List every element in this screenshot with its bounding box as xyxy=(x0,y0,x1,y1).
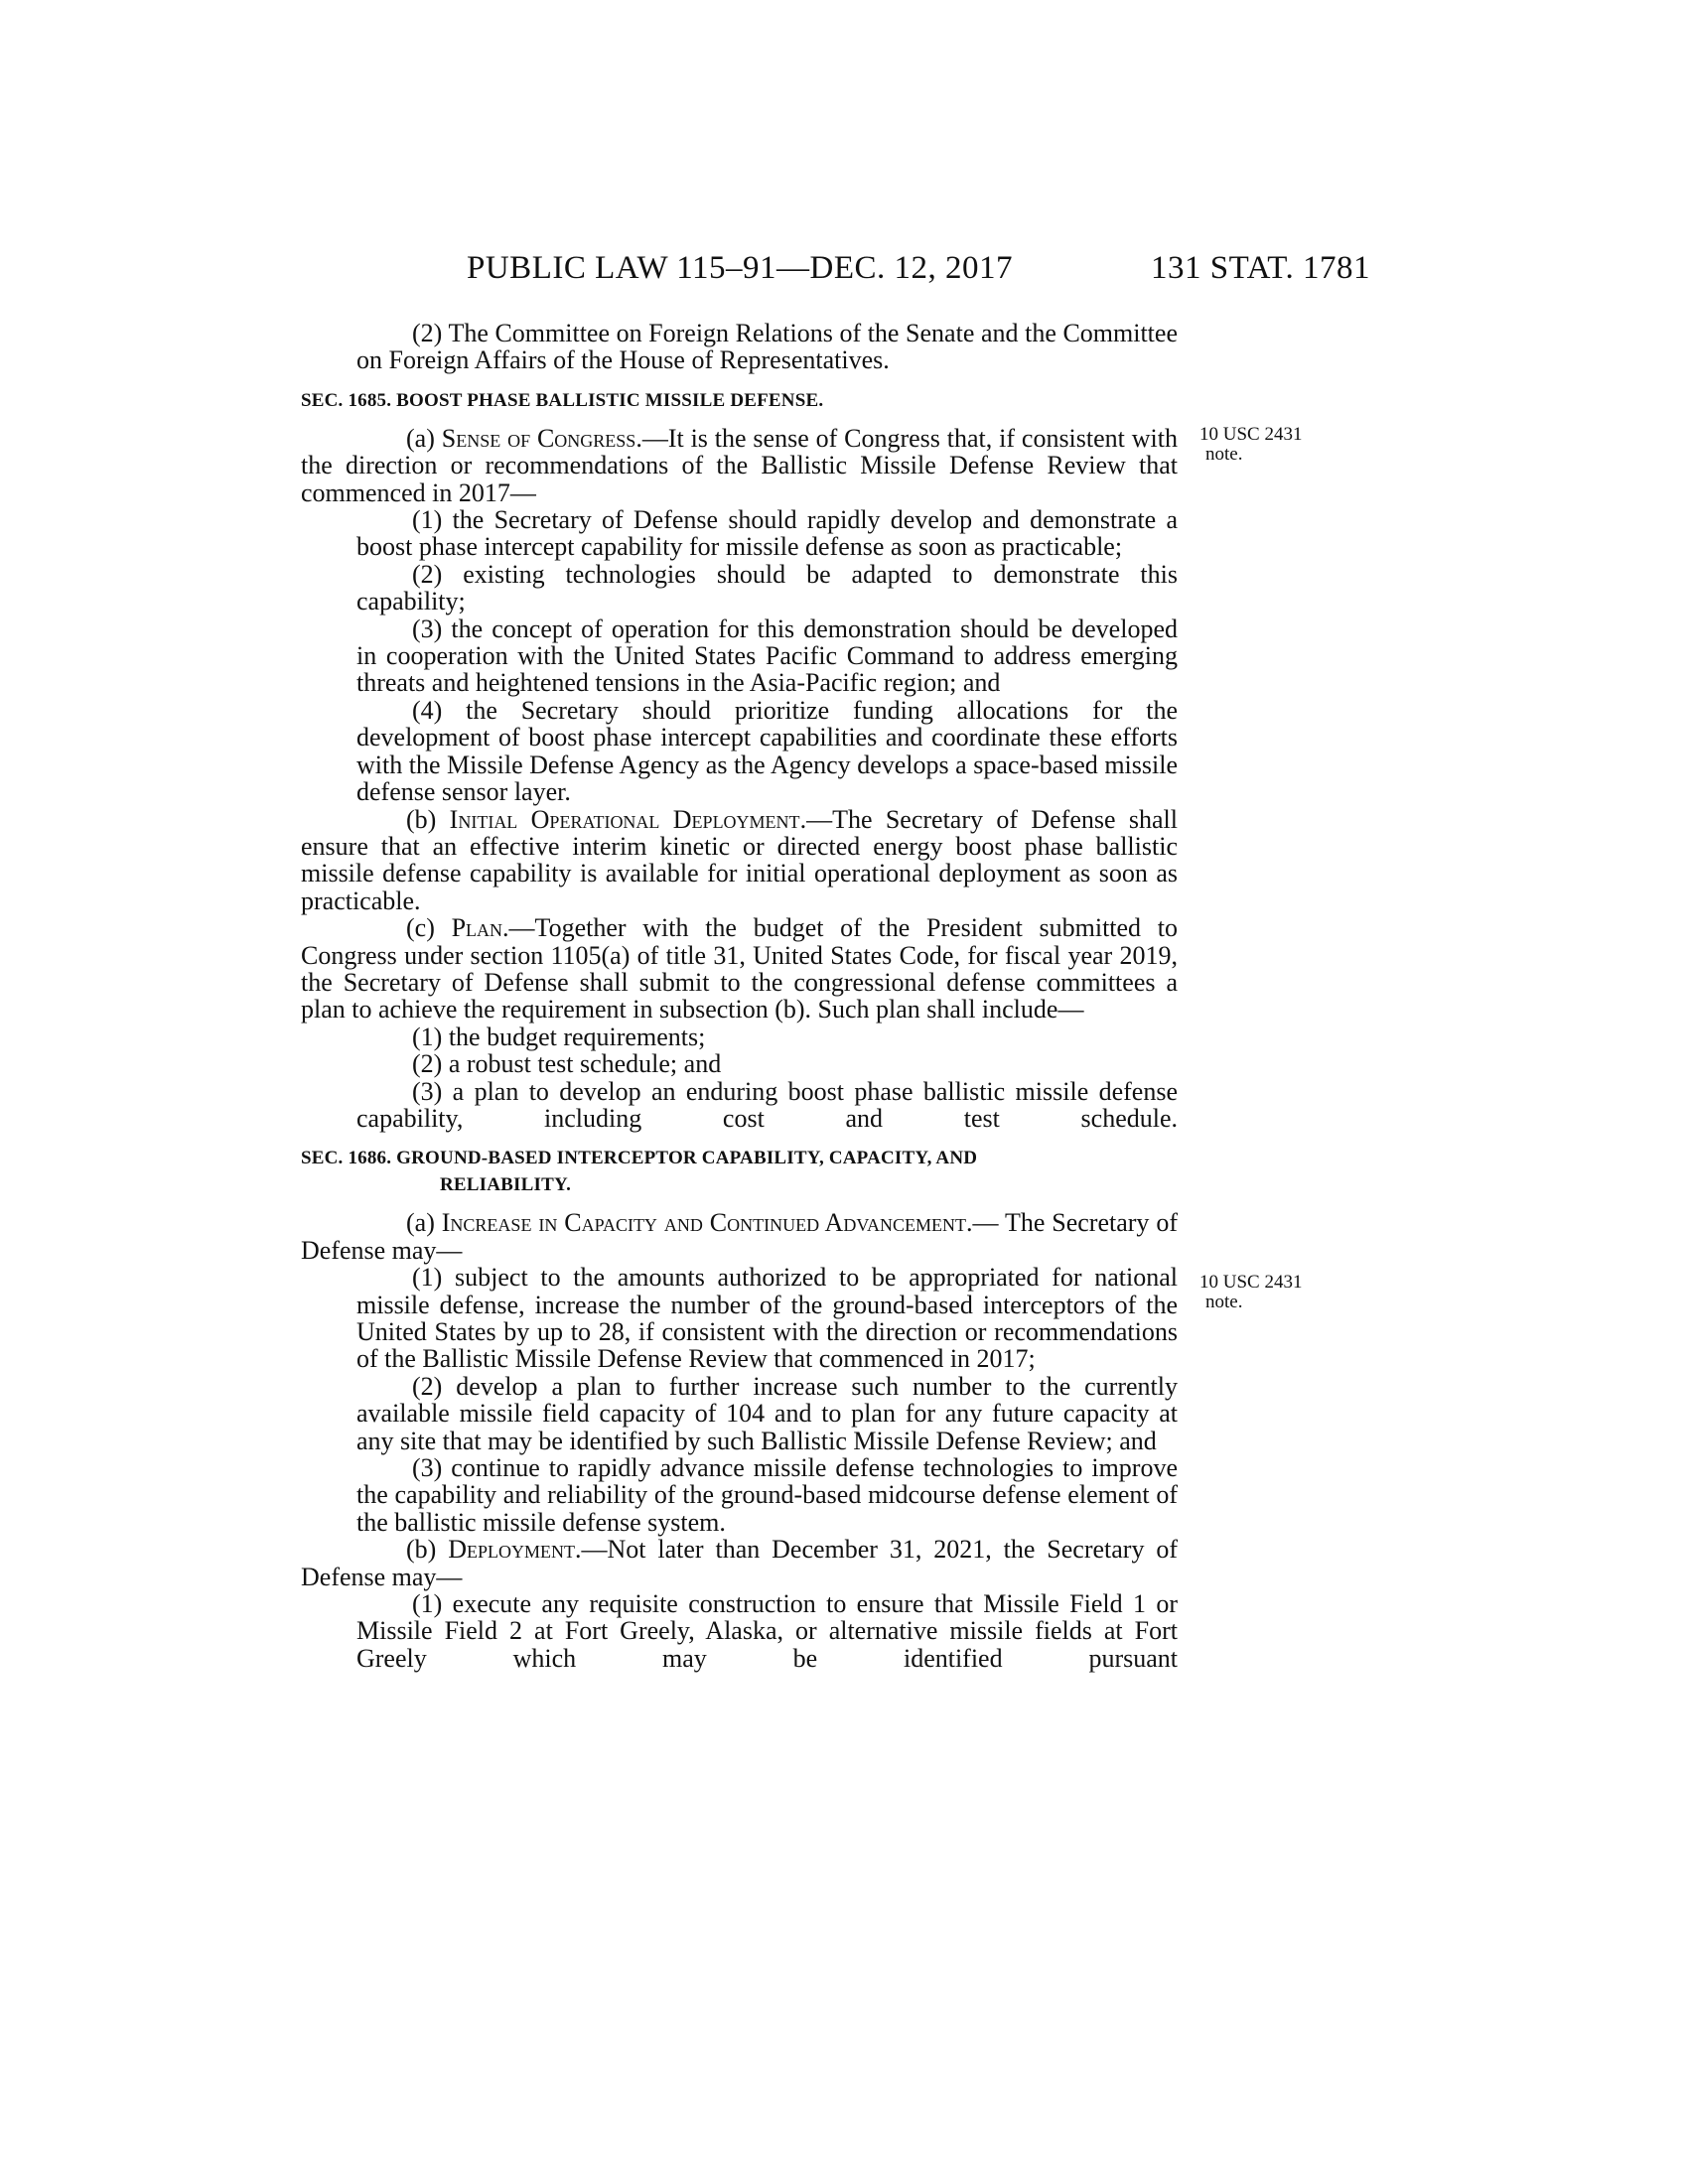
sec-1685-c-paragraph-3: (3) a plan to develop an enduring boost phase ballistic missile defense capability, including cost and test schedule. xyxy=(356,1076,1178,1133)
page-header xyxy=(467,250,1370,290)
sec-1686-b-paragraph-1: (1) execute any requisite construction to ensure that Missile Field 1 or Missile Field 2 at Fort Greely, Alaska, or alternative missile fields at Fort Greely which may be identified pursuant xyxy=(356,1589,1178,1673)
public-law-citation: PUBLIC LAW 115–91—DEC. 12, 2017 xyxy=(467,250,1014,286)
subsection-text: .—Not later than December 31, 2021, the Secretary of Defense may— xyxy=(301,1535,1178,1591)
section-heading-1685: SEC. 1685. BOOST PHASE BALLISTIC MISSILE DEFENSE. xyxy=(301,389,824,411)
subsection-label: (b) xyxy=(406,804,450,834)
sec-1686-a-paragraph-3: (3) continue to rapidly advance missile defense technologies to improve the capability and reliability of the ground-based midcourse defense element of the ballistic missile defense system. xyxy=(356,1453,1178,1537)
sec-1685-subsection-b xyxy=(301,806,1178,915)
statute-page-number: 131 STAT. 1781 xyxy=(1150,250,1370,286)
margin-note-label: note. xyxy=(1205,1292,1243,1312)
subsection-title: Deployment xyxy=(448,1535,575,1565)
subsection-label: (c) xyxy=(406,913,452,943)
document-body xyxy=(301,320,1178,1672)
sec-1685-a-paragraph-4: (4) the Secretary should prioritize funding allocations for the development of boost phase intercept capabilities and coordinate these efforts with the Missile Defense Agency as the Agency develops a space-based missile defense sensor layer. xyxy=(356,695,1178,807)
sec-1685-c-paragraph-1: (1) the budget requirements; xyxy=(412,1022,706,1051)
section-heading-1686 xyxy=(301,1145,1178,1198)
subsection-text: .— The Secretary of Defense may— xyxy=(301,1208,1178,1265)
sec-1685-a-paragraph-3: (3) the concept of operation for this demonstration should be developed in cooperation with the United States Pacific Command to address emerging threats and heightened tensions in the Asia-Pacific region; and xyxy=(356,614,1178,698)
sec-1686-a-paragraph-1: (1) subject to the amounts authorized to be appropriated for national missile defense, increase the number of the ground-based interceptors of the United States by up to 28, if consistent with the direction or recommendations of the Ballistic Missile Defense Review that commenced in 2017; xyxy=(356,1263,1178,1374)
margin-note-citation: 10 USC 2431 xyxy=(1199,1272,1303,1293)
subsection-text: .—The Secretary of Defense shall ensure that an effective interim kinetic or directed energy boost phase ballistic missile defense capability is available for initial operational deployment as soon as practicable. xyxy=(301,804,1178,915)
margin-note-sec-1685 xyxy=(1199,425,1302,465)
subsection-title: Initial Operational Deployment xyxy=(449,804,800,834)
subsection-label: (a) xyxy=(406,423,442,453)
section-heading-line-2: RELIABILITY. xyxy=(440,1174,572,1196)
subsection-title: Sense of Congress xyxy=(441,423,636,453)
subsection-label: (b) xyxy=(406,1535,449,1565)
margin-note-citation: 10 USC 2431 xyxy=(1199,424,1303,445)
subsection-title: Increase in Capacity and Continued Advancement xyxy=(441,1208,966,1238)
subsection-title: Plan xyxy=(451,913,503,943)
sec-1686-subsection-b xyxy=(301,1536,1178,1590)
sec-1685-subsection-c xyxy=(301,914,1178,1024)
margin-note-label: note. xyxy=(1205,444,1243,465)
intro-paragraph: (2) The Committee on Foreign Relations of the Senate and the Committee on Foreign Affairs of the House of Representatives. xyxy=(356,319,1178,375)
sec-1685-c-paragraph-2: (2) a robust test schedule; and xyxy=(412,1049,722,1079)
sec-1685-a-paragraph-2: (2) existing technologies should be adapted to demonstrate this capability; xyxy=(356,559,1178,616)
subsection-label: (a) xyxy=(406,1208,442,1238)
sec-1685-subsection-a xyxy=(301,425,1178,506)
sec-1685-a-paragraph-1: (1) the Secretary of Defense should rapidly develop and demonstrate a boost phase intercept capability for missile defense as soon as practicable; xyxy=(356,505,1178,562)
sec-1686-subsection-a xyxy=(301,1209,1178,1264)
margin-note-sec-1686 xyxy=(1199,1273,1302,1312)
subsection-text: .—It is the sense of Congress that, if consistent with the direction or recommendations of the Ballistic Missile Defense Review that commenced in 2017— xyxy=(301,423,1178,507)
sec-1686-a-paragraph-2: (2) develop a plan to further increase such number to the currently available missile field capacity of 104 and to plan for any future capacity at any site that may be identified by such Ballistic Missile Defense Review; and xyxy=(356,1371,1178,1455)
subsection-text: .—Together with the budget of the President submitted to Congress under section 1105(a) of title 31, United States Code, for fiscal year 2019, the Secretary of Defense shall submit to the congressional defense committees a plan to achieve the requirement in subsection (b). Such plan shall include— xyxy=(301,913,1178,1024)
section-heading-line-1: SEC. 1686. GROUND-BASED INTERCEPTOR CAPABILITY, CAPACITY, AND xyxy=(301,1148,978,1169)
